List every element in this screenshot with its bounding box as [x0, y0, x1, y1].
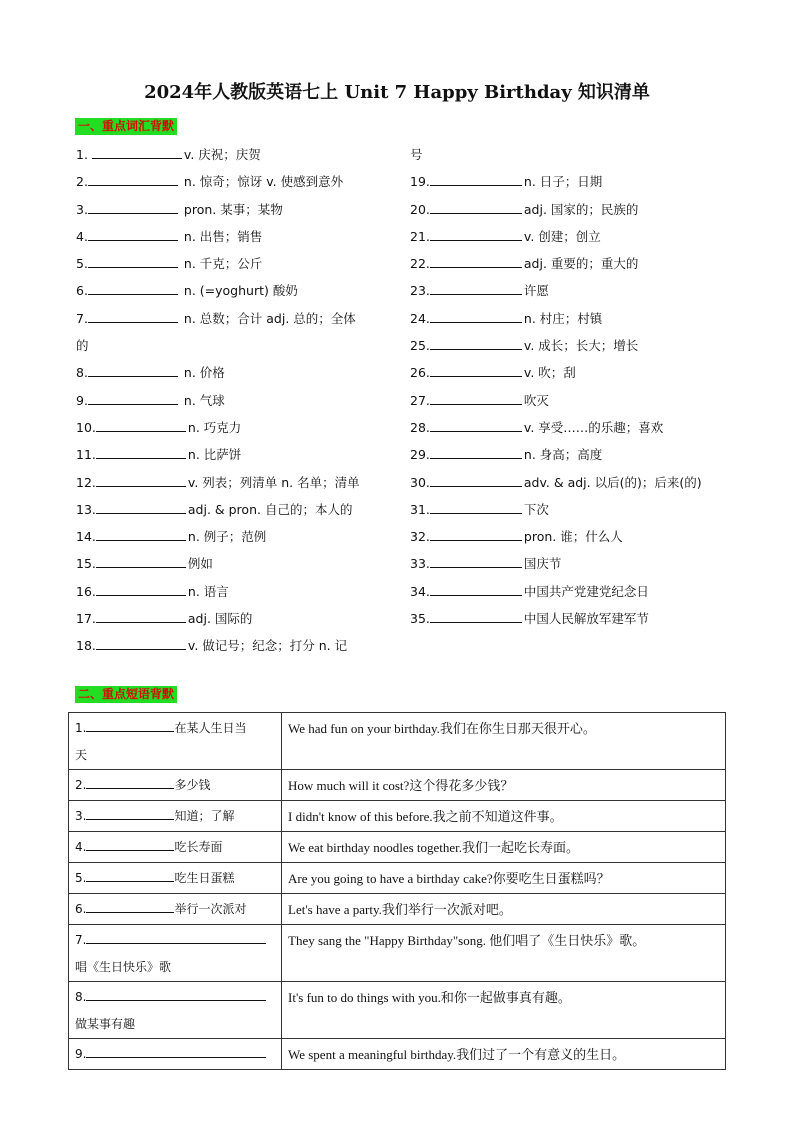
vocab-definition: 号: [410, 147, 423, 162]
phrase-example-cell: [282, 863, 726, 894]
vocab-number: 26.: [410, 365, 430, 381]
vocab-item: [76, 469, 416, 496]
answer-blank[interactable]: [92, 146, 182, 159]
phrase-meaning-cont: 唱《生日快乐》歌: [75, 960, 172, 974]
phrase-number: 8.: [75, 990, 87, 1004]
vocab-definition: n. (=yoghurt) 酸奶: [179, 283, 298, 299]
phrase-example: We eat birthday noodles together.我们一起吃长寿面。: [288, 840, 580, 855]
vocab-definition: n. 身高；高度: [523, 447, 603, 463]
phrase-number: 2.: [75, 778, 87, 792]
vocab-definition: v. 吹；刮: [523, 365, 576, 381]
vocab-item: [76, 277, 416, 304]
phrase-prompt-cell: [69, 894, 282, 925]
vocab-item: [76, 387, 416, 414]
phrase-example-cell: [282, 832, 726, 863]
phrase-example-cell: [282, 925, 726, 982]
vocab-definition: n. 气球: [179, 392, 225, 408]
vocab-number: 20.: [410, 201, 430, 217]
vocab-item: [76, 550, 416, 577]
vocab-item: [410, 223, 720, 250]
vocab-item: [410, 441, 720, 468]
answer-blank[interactable]: [86, 900, 174, 913]
answer-blank[interactable]: [430, 255, 522, 268]
vocab-number: 8.: [76, 365, 88, 381]
answer-blank[interactable]: [86, 838, 174, 851]
vocab-definition: v. 创建；创立: [523, 228, 601, 244]
phrase-example: We had fun on your birthday.我们在你生日那天很开心。: [288, 721, 596, 736]
answer-blank[interactable]: [430, 201, 522, 214]
vocab-number: 14.: [76, 529, 96, 545]
phrase-row: [69, 863, 726, 894]
vocab-item: [410, 578, 720, 605]
phrase-meaning: 多少钱: [174, 778, 211, 792]
phrase-example: How much will it cost?这个得花多少钱？: [288, 778, 514, 793]
vocab-number: 10.: [76, 419, 96, 435]
vocab-number: 31.: [410, 501, 430, 517]
phrase-number: 5.: [75, 871, 87, 885]
vocab-number: 13.: [76, 501, 96, 517]
vocab-number: 27.: [410, 392, 430, 408]
page-title: 2024年人教版英语七上 Unit 7 Happy Birthday 知识清单: [144, 82, 650, 103]
vocab-number: 18.: [76, 638, 96, 654]
vocab-definition: n. 巧克力: [187, 419, 242, 435]
vocab-definition: v. 列表；列清单 n. 名单；清单: [187, 474, 360, 490]
phrase-number: 9.: [75, 1047, 87, 1061]
phrase-example-cell: [282, 982, 726, 1039]
vocab-definition: v. 做记号；纪念；打分 n. 记: [187, 638, 348, 654]
answer-blank[interactable]: [86, 776, 174, 789]
vocab-definition: 吹灭: [523, 392, 549, 408]
vocab-number: 17.: [76, 611, 96, 627]
vocab-definition: 中国共产党建党纪念日: [523, 583, 649, 599]
phrase-prompt-cell: [69, 801, 282, 832]
vocab-number: 16.: [76, 583, 96, 599]
vocab-number: 3.: [76, 201, 88, 217]
phrase-meaning: 吃生日蛋糕: [174, 871, 235, 885]
vocab-number: 9.: [76, 392, 88, 408]
phrase-number: 6.: [75, 902, 87, 916]
phrase-prompt-cell: [69, 713, 282, 770]
vocab-number: 1.: [76, 147, 92, 162]
phrase-prompt-cell: [69, 863, 282, 894]
answer-blank[interactable]: [430, 555, 522, 568]
vocab-definition: v. 庆祝；庆贺: [183, 147, 261, 162]
vocab-item: [410, 250, 720, 277]
vocab-number: 28.: [410, 419, 430, 435]
phrase-row: [69, 801, 726, 832]
vocab-item: [410, 605, 720, 632]
phrase-meaning: 在某人生日当: [174, 721, 247, 735]
phrase-prompt-cell: [69, 770, 282, 801]
vocab-definition: n. 千克；公斤: [179, 256, 263, 272]
vocab-item: [410, 196, 720, 223]
vocab-item: [76, 605, 416, 632]
answer-blank[interactable]: [96, 637, 186, 650]
vocab-item: [410, 414, 720, 441]
vocab-item: [76, 168, 416, 195]
vocab-item: [76, 414, 416, 441]
phrase-row: [69, 1039, 726, 1070]
phrase-example: I didn't know of this before.我之前不知道这件事。: [288, 809, 563, 824]
vocab-item: [410, 168, 720, 195]
vocab-definition: 下次: [523, 501, 549, 517]
answer-blank[interactable]: [88, 364, 178, 377]
phrase-meaning: 举行一次派对: [174, 902, 247, 916]
vocab-number: 21.: [410, 228, 430, 244]
vocab-column-right: [410, 141, 720, 632]
vocab-item: [76, 141, 416, 168]
phrase-number: 7.: [75, 933, 87, 947]
vocab-definition: adj. 国际的: [187, 611, 253, 627]
vocab-item: [410, 141, 720, 168]
vocab-number: 23.: [410, 283, 430, 299]
phrase-example-cell: [282, 801, 726, 832]
vocab-item: [410, 469, 720, 496]
phrase-example: It's fun to do things with you.和你一起做事真有趣。: [288, 990, 571, 1005]
phrase-row: [69, 770, 726, 801]
answer-blank[interactable]: [86, 1045, 266, 1058]
vocab-item: [76, 305, 416, 332]
vocab-item: [410, 550, 720, 577]
answer-blank[interactable]: [96, 528, 186, 541]
vocab-number: 30.: [410, 474, 430, 490]
vocab-number: 25.: [410, 338, 430, 354]
vocab-number: 24.: [410, 310, 430, 326]
vocab-number: 22.: [410, 256, 430, 272]
answer-blank[interactable]: [96, 446, 186, 459]
vocab-definition: n. 价格: [179, 365, 225, 381]
answer-blank[interactable]: [430, 310, 522, 323]
vocab-definition: adj. 重要的；重大的: [523, 256, 639, 272]
vocab-item: [410, 332, 720, 359]
vocab-item: [410, 305, 720, 332]
vocab-definition: n. 比萨饼: [187, 447, 242, 463]
vocab-number: 2.: [76, 174, 88, 190]
answer-blank[interactable]: [430, 282, 522, 295]
phrase-row: [69, 982, 726, 1039]
vocab-definition: n. 例子；范例: [187, 529, 267, 545]
vocab-number: 34.: [410, 583, 430, 599]
vocab-definition: pron. 某事；某物: [179, 201, 283, 217]
answer-blank[interactable]: [88, 282, 178, 295]
phrase-prompt-cell: [69, 1039, 282, 1070]
answer-blank[interactable]: [86, 869, 174, 882]
vocab-item: [410, 496, 720, 523]
vocab-number: 4.: [76, 228, 88, 244]
vocab-definition: 许愿: [523, 283, 549, 299]
vocab-item: [76, 250, 416, 277]
vocab-definition: v. 成长；长大；增长: [523, 338, 639, 354]
phrase-number: 3.: [75, 809, 87, 823]
vocab-number: 7.: [76, 310, 88, 326]
answer-blank[interactable]: [96, 419, 186, 432]
answer-blank[interactable]: [96, 555, 186, 568]
vocab-item: [76, 632, 416, 659]
phrase-example-cell: [282, 894, 726, 925]
phrase-prompt-cell: [69, 925, 282, 982]
answer-blank[interactable]: [430, 474, 522, 487]
vocab-definition: n. 日子；日期: [523, 174, 603, 190]
answer-blank[interactable]: [96, 474, 186, 487]
phrase-meaning-cont: 做某事有趣: [75, 1017, 136, 1031]
vocab-definition: n. 语言: [187, 583, 229, 599]
vocab-definition: adj. & pron. 自己的；本人的: [187, 501, 353, 517]
phrase-meaning-cont: 天: [75, 748, 88, 762]
vocab-number: 12.: [76, 474, 96, 490]
vocab-definition: pron. 谁；什么人: [523, 529, 623, 545]
answer-blank[interactable]: [86, 807, 174, 820]
phrase-example-cell: [282, 1039, 726, 1070]
vocab-definition: n. 村庄；村镇: [523, 310, 603, 326]
answer-blank[interactable]: [430, 337, 522, 350]
vocab-number: 15.: [76, 556, 96, 572]
answer-blank[interactable]: [430, 583, 522, 596]
answer-blank[interactable]: [96, 583, 186, 596]
phrase-number: 1.: [75, 721, 87, 735]
answer-blank[interactable]: [88, 228, 178, 241]
section-vocab-label: 一、重点词汇背默: [75, 118, 177, 135]
phrase-number: 4.: [75, 840, 87, 854]
vocab-definition: 的: [76, 338, 89, 354]
answer-blank[interactable]: [430, 446, 522, 459]
phrase-example-cell: [282, 770, 726, 801]
answer-blank[interactable]: [88, 255, 178, 268]
answer-blank[interactable]: [96, 501, 186, 514]
answer-blank[interactable]: [430, 392, 522, 405]
answer-blank[interactable]: [430, 610, 522, 623]
vocab-number: 35.: [410, 611, 430, 627]
vocab-definition: 例如: [187, 556, 213, 572]
phrase-prompt-cell: [69, 832, 282, 863]
vocab-definition: v. 享受……的乐趣；喜欢: [523, 419, 664, 435]
vocab-item: [76, 223, 416, 250]
phrase-row: [69, 894, 726, 925]
vocab-item: [410, 277, 720, 304]
vocab-item: [410, 359, 720, 386]
vocab-item: [76, 578, 416, 605]
section-phrases-label: 二、重点短语背默: [75, 686, 177, 703]
answer-blank[interactable]: [430, 419, 522, 432]
answer-blank[interactable]: [430, 528, 522, 541]
phrase-table: [68, 712, 726, 1070]
answer-blank[interactable]: [430, 228, 522, 241]
answer-blank[interactable]: [88, 310, 178, 323]
vocab-number: 5.: [76, 256, 88, 272]
phrase-row: [69, 925, 726, 982]
phrase-meaning: 吃长寿面: [174, 840, 223, 854]
vocab-number: 32.: [410, 529, 430, 545]
vocab-column-left: [76, 141, 416, 660]
vocab-number: 11.: [76, 447, 96, 463]
answer-blank[interactable]: [430, 364, 522, 377]
vocab-definition: adj. 国家的；民族的: [523, 201, 639, 217]
answer-blank[interactable]: [430, 173, 522, 186]
phrase-example: Are you going to have a birthday cake?你要吃生日蛋糕吗？: [288, 871, 610, 886]
vocab-item: [76, 441, 416, 468]
vocab-definition: 国庆节: [523, 556, 562, 572]
phrase-example: Let's have a party.我们举行一次派对吧。: [288, 902, 512, 917]
vocab-definition: 中国人民解放军建军节: [523, 611, 649, 627]
vocab-definition: n. 出售；销售: [179, 228, 263, 244]
answer-blank[interactable]: [430, 501, 522, 514]
vocab-item: [76, 496, 416, 523]
vocab-item: [410, 523, 720, 550]
vocab-item: [76, 523, 416, 550]
vocab-definition: n. 惊奇；惊讶 v. 使感到意外: [179, 174, 344, 190]
vocab-definition: adv. & adj. 以后(的)；后来(的): [523, 474, 702, 490]
phrase-prompt-cell: [69, 982, 282, 1039]
vocab-item: [76, 332, 416, 359]
vocab-number: 19.: [410, 174, 430, 190]
vocab-item: [76, 196, 416, 223]
answer-blank[interactable]: [88, 173, 178, 186]
phrase-meaning: 知道；了解: [174, 809, 235, 823]
vocab-number: 33.: [410, 556, 430, 572]
vocab-number: 6.: [76, 283, 88, 299]
answer-blank[interactable]: [86, 988, 266, 1001]
vocab-item: [410, 387, 720, 414]
phrase-example: They sang the "Happy Birthday"song. 他们唱了《生日快乐》歌。: [288, 933, 646, 948]
answer-blank[interactable]: [86, 719, 174, 732]
vocab-definition: n. 总数；合计 adj. 总的；全体: [179, 310, 356, 326]
phrase-example: We spent a meaningful birthday.我们过了一个有意义的生日。: [288, 1047, 626, 1062]
phrase-row: [69, 832, 726, 863]
vocab-item: [76, 359, 416, 386]
answer-blank[interactable]: [96, 610, 186, 623]
answer-blank[interactable]: [88, 201, 178, 214]
answer-blank[interactable]: [86, 931, 266, 944]
answer-blank[interactable]: [88, 392, 178, 405]
vocab-number: 29.: [410, 447, 430, 463]
phrase-row: [69, 713, 726, 770]
phrase-example-cell: [282, 713, 726, 770]
